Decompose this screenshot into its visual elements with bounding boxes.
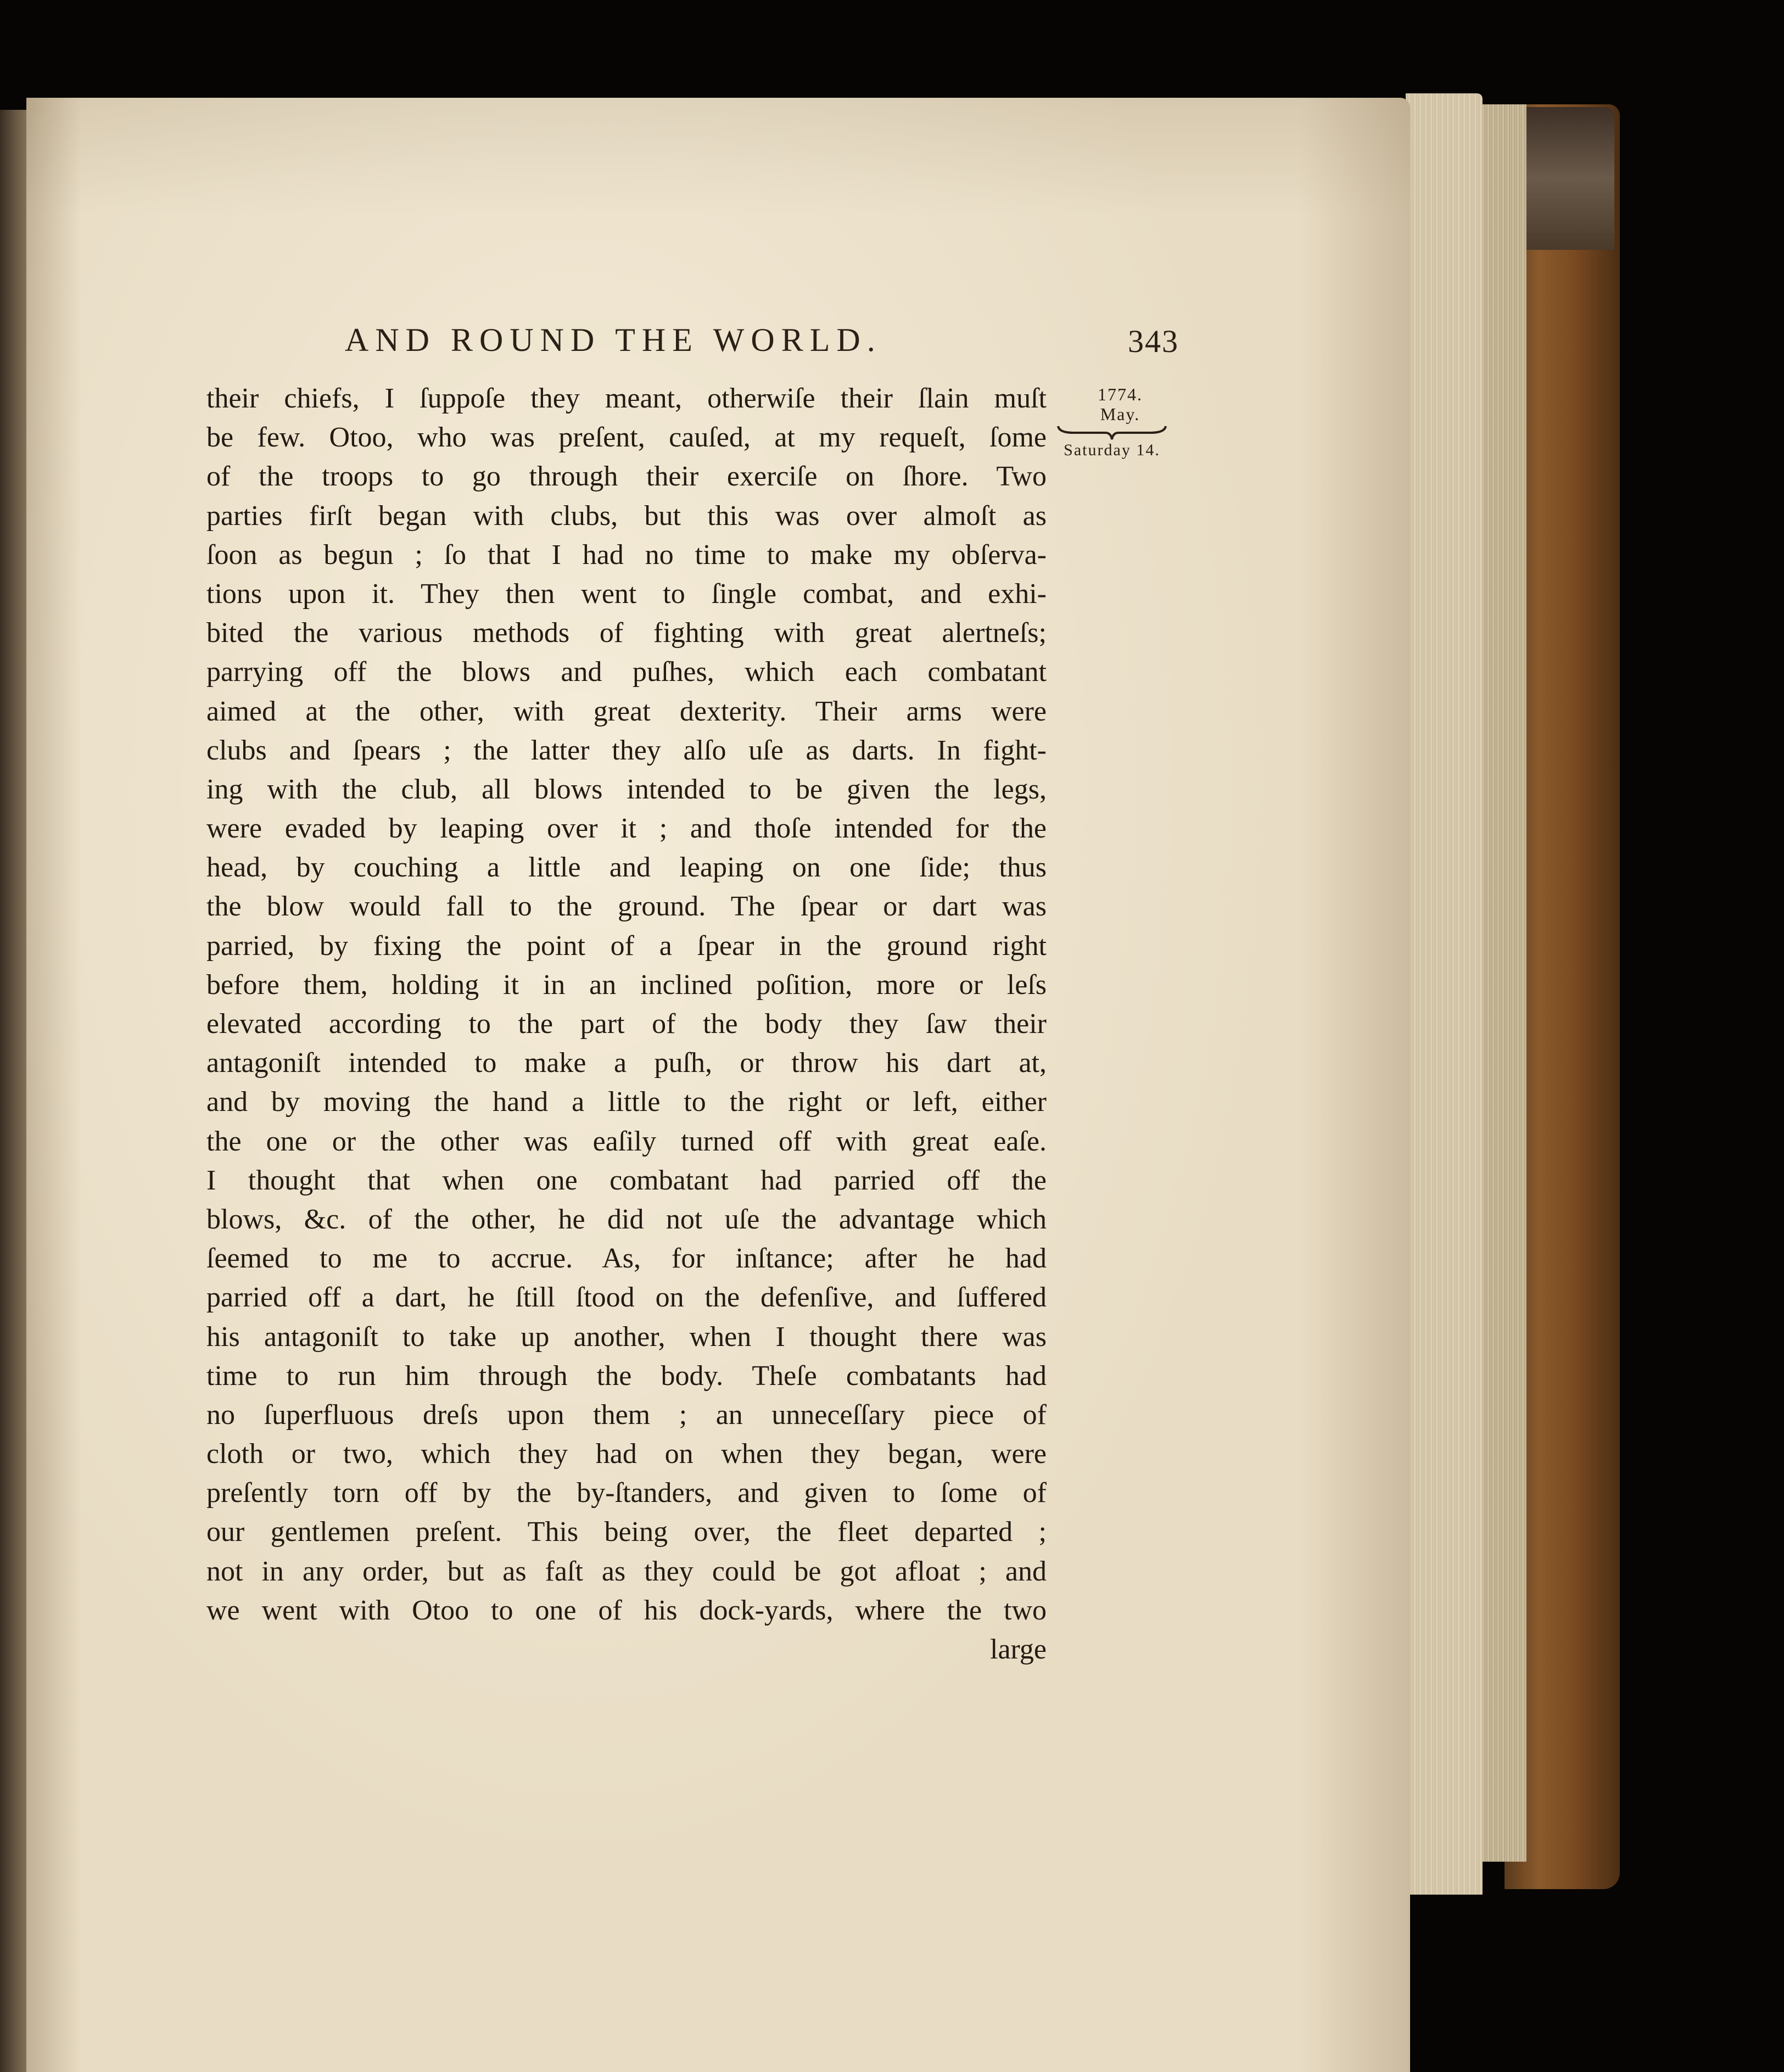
text-line: tions upon it. They then went to ſingle combat, and exhi-	[206, 578, 1047, 610]
text-line: blows, &c. of the other, he did not uſe the advantage which	[206, 1203, 1047, 1235]
catchword: large	[990, 1634, 1047, 1665]
text-line: I thought that when one combatant had parried off the	[206, 1164, 1047, 1196]
text-line: head, by couching a little and leaping on one ſide; thus	[206, 852, 1047, 884]
text-line: ing with the club, all blows intended to be given the legs,	[206, 773, 1047, 805]
text-line: time to run him through the body. Theſe combatants had	[206, 1360, 1047, 1392]
text-line: before them, holding it in an inclined poſition, more or leſs	[206, 969, 1047, 1001]
brace-icon	[1057, 424, 1167, 440]
text-line: parried off a dart, he ſtill ſtood on the defenſive, and ſuffered	[206, 1282, 1047, 1314]
text-line: their chiefs, I ſuppoſe they meant, otherwiſe their ſlain muſt	[206, 383, 1047, 414]
text-line: preſently torn off by the by-ſtanders, and given to ſome of	[206, 1477, 1047, 1509]
text-line: the blow would fall to the ground. The ſpear or dart was	[206, 891, 1047, 923]
text-line: of the troops to go through their exerciſe on ſhore. Two	[206, 461, 1047, 493]
page-number: 343	[1128, 323, 1179, 359]
text-line: aimed at the other, with great dexterity. Their arms were	[206, 695, 1047, 727]
leather-cover-corner	[1526, 107, 1614, 250]
text-line: ſeemed to me to accrue. As, for inſtance; after he had	[206, 1243, 1047, 1275]
margin-note-day: Saturday 14.	[1064, 441, 1160, 459]
text-line: not in any order, but as faſt as they could be got afloat ; and	[206, 1555, 1047, 1587]
text-line: no ſuperfluous dreſs upon them ; an unneceſſary piece of	[206, 1399, 1047, 1431]
body-text	[206, 379, 1047, 1669]
text-line: the one or the other was eaſily turned off with great eaſe.	[206, 1125, 1047, 1157]
margin-note	[1046, 384, 1178, 460]
text-line: antagoniſt intended to make a puſh, or throw his dart at,	[206, 1047, 1047, 1079]
text-line: and by moving the hand a little to the right or left, either	[206, 1086, 1047, 1118]
text-line: elevated according to the part of the body they ſaw their	[206, 1008, 1047, 1040]
text-line: clubs and ſpears ; the latter they alſo uſe as darts. In fight-	[206, 734, 1047, 766]
text-line: we went with Otoo to one of his dock-yards, where the two	[206, 1594, 1047, 1626]
page-edges	[1406, 93, 1483, 1895]
text-line: parrying off the blows and puſhes, which each combatant	[206, 656, 1047, 688]
text-line: be few. Otoo, who was preſent, cauſed, at my requeſt, ſome	[206, 422, 1047, 454]
text-line: were evaded by leaping over it ; and thoſe intended for the	[206, 813, 1047, 845]
running-title: AND ROUND THE WORLD.	[345, 322, 882, 358]
margin-note-year: 1774.	[1098, 384, 1143, 404]
margin-note-month: May.	[1100, 404, 1140, 424]
text-line: our gentlemen preſent. This being over, the fleet departed ;	[206, 1516, 1047, 1548]
previous-page-edge	[0, 110, 30, 2072]
text-line: bited the various methods of fighting with great alertneſs;	[206, 617, 1047, 649]
text-line: parried, by fixing the point of a ſpear in the ground right	[206, 930, 1047, 962]
text-line: cloth or two, which they had on when they began, were	[206, 1438, 1047, 1470]
text-line: his antagoniſt to take up another, when I thought there was	[206, 1321, 1047, 1353]
text-line: ſoon as begun ; ſo that I had no time to make my obſerva-	[206, 539, 1047, 571]
text-line: parties firſt began with clubs, but this was over almoſt as	[206, 500, 1047, 532]
